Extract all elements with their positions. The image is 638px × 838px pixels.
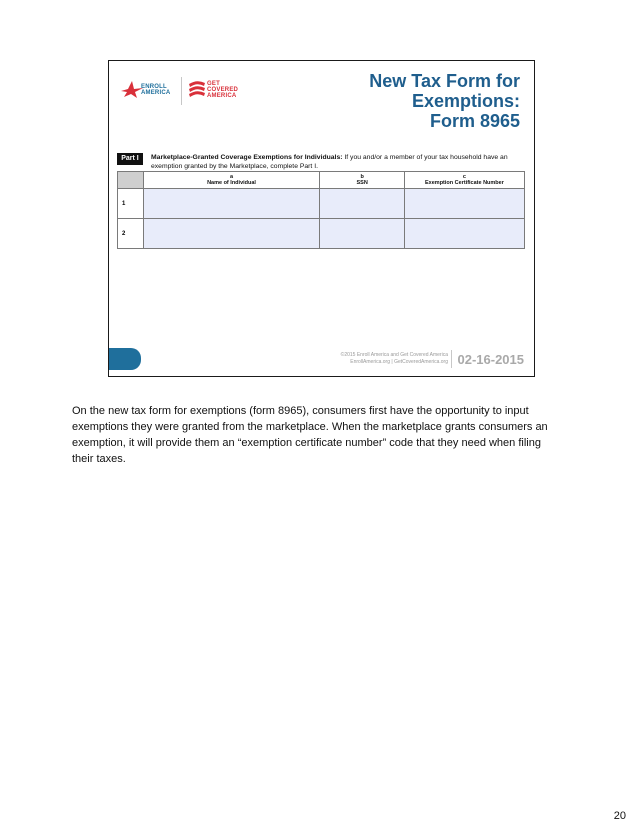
footer-divider [451,350,452,368]
name-cell [143,189,320,219]
slide-title-line-1: New Tax Form for Exemptions: [369,71,520,111]
form-8965-excerpt [117,147,525,245]
enroll-america-logo [119,73,179,109]
get-covered-america-logo-text: GET COVERED AMERICA [207,81,239,99]
part-title: Marketplace-Granted Coverage Exemptions for Individuals: [151,154,343,161]
ssn-cell [320,189,404,219]
footer-copyright-line-2: EnrollAmerica.org | GetCoveredAmerica.org [350,359,448,365]
footer-date: 02-16-2015 [457,352,524,367]
enroll-america-logo-text: ENROLL AMERICA [141,84,171,96]
slide-title [260,71,520,131]
exemption-certificate-cell [404,219,524,249]
column-letter: c [462,174,466,180]
row-number-header [118,172,144,189]
logos [119,73,259,109]
caption-text: On the new tax form for exemptions (form 8965), consumers first have the opportunity to input exemptions they were granted from the marketplace. When the marketplace grants consumers an exemption, it will provide them an “exemption certificate number” code that they need when filing their taxes. [72,405,548,465]
column-label: Exemption Certificate Number [425,180,504,186]
part-description [151,153,525,171]
column-label: Name of Individual [207,180,256,186]
column-header-ssn [320,172,404,189]
footer-copyright-line-1: ©2015 Enroll America and Get Covered America [340,352,448,358]
get-covered-america-logo [187,73,257,109]
part-label: Part I [117,153,143,165]
column-header-name [143,172,320,189]
logo-divider [181,77,182,105]
column-label: SSN [356,180,368,186]
column-letter: a [229,174,234,180]
row-number: 1 [118,189,144,219]
footer-copyright [278,352,448,366]
row-number: 2 [118,219,144,249]
table-row [118,189,525,219]
exemption-certificate-cell [404,189,524,219]
slide-title-line-2: Form 8965 [429,111,520,131]
footer-tab [109,348,141,370]
ssn-cell [320,219,404,249]
table-row [118,219,525,249]
column-header-exemption-certificate [404,172,524,189]
part-text: If you and/or a member of your tax household have an exemption granted by the Marketplace, complete Part I. [151,154,508,170]
table-header-row [118,172,525,189]
page-number: 20 [613,810,626,822]
column-letter: b [360,174,364,180]
slide-image [108,60,535,377]
exemptions-table [117,171,525,249]
flag-stripes-icon [187,79,207,99]
name-cell [143,219,320,249]
